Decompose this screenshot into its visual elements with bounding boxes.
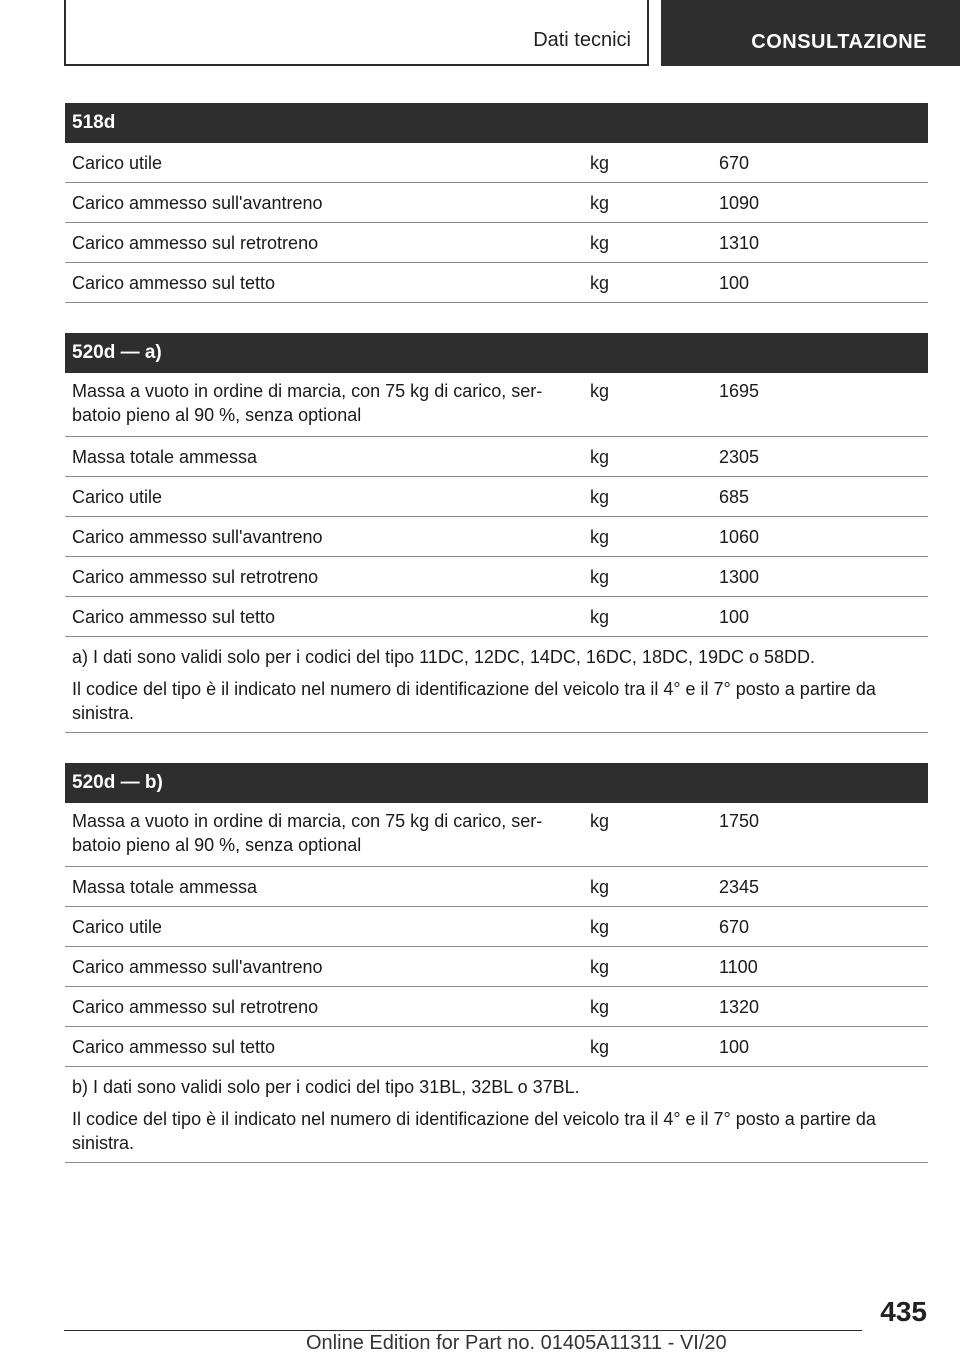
edition-note: Online Edition for Part no. 01405A11311 - VI/20	[306, 1332, 727, 1354]
table-row	[65, 867, 928, 907]
row-value: 2305	[719, 446, 760, 467]
footer-divider	[64, 1330, 862, 1331]
table-row	[65, 597, 928, 637]
footnote-text: b) I dati sono validi solo per i codici del tipo 31BL, 32BL o 37BL.	[72, 1077, 580, 1097]
row-unit: kg	[590, 566, 610, 587]
section-header-box	[64, 0, 649, 66]
table-row	[65, 223, 928, 263]
table-title: 520d — a)	[65, 333, 928, 373]
row-label: Carico ammesso sull'avantreno	[72, 192, 323, 213]
row-unit: kg	[590, 152, 610, 173]
row-label: Carico ammesso sul retrotreno	[72, 232, 319, 253]
table-row	[65, 143, 928, 183]
row-label: Carico ammesso sul retrotreno	[72, 996, 319, 1017]
table-520d-b	[65, 763, 928, 1163]
row-value: 1090	[719, 192, 760, 213]
table-row	[65, 803, 928, 867]
footnote-text: Il codice del tipo è il indicato nel numero di identificazione del veicolo tra il 4° e il 7° posto a partire da sinistra.	[72, 1109, 876, 1153]
row-value: 100	[719, 1036, 750, 1057]
table-footnote	[65, 637, 928, 733]
row-value: 1100	[719, 956, 758, 977]
row-label: Carico ammesso sul tetto	[72, 272, 276, 293]
row-unit: kg	[590, 446, 610, 467]
row-value: 685	[719, 486, 750, 507]
row-unit: kg	[590, 526, 610, 547]
row-unit: kg	[590, 916, 610, 937]
row-value: 670	[719, 152, 750, 173]
row-label: Carico ammesso sull'avantreno	[72, 956, 323, 977]
table-row	[65, 477, 928, 517]
row-unit: kg	[590, 381, 610, 401]
table-row	[65, 907, 928, 947]
row-unit: kg	[590, 1036, 610, 1057]
row-value: 1310	[719, 232, 760, 253]
row-unit: kg	[590, 996, 610, 1017]
table-520d-a	[65, 333, 928, 733]
table-518d	[65, 103, 928, 303]
row-label: Carico ammesso sul tetto	[72, 606, 276, 627]
row-unit: kg	[590, 606, 610, 627]
table-row	[65, 947, 928, 987]
spec-tables	[65, 103, 928, 1193]
row-label: Massa a vuoto in ordine di marcia, con 75 kg di carico, ser-batoio pieno al 90 %, senza optional	[72, 811, 543, 855]
row-label: Carico ammesso sull'avantreno	[72, 526, 323, 547]
table-footnote	[65, 1067, 928, 1163]
row-value: 1750	[719, 811, 760, 831]
row-value: 1320	[719, 996, 760, 1017]
row-value: 1300	[719, 566, 760, 587]
row-unit: kg	[590, 192, 610, 213]
row-value: 2345	[719, 876, 760, 897]
row-value: 670	[719, 916, 750, 937]
row-unit: kg	[590, 486, 610, 507]
row-label: Massa totale ammessa	[72, 446, 258, 467]
footnote-text: Il codice del tipo è il indicato nel numero di identificazione del veicolo tra il 4° e il 7° posto a partire da sinistra.	[72, 679, 876, 723]
row-value: 100	[719, 272, 750, 293]
row-label: Massa totale ammessa	[72, 876, 258, 897]
row-label: Carico ammesso sul tetto	[72, 1036, 276, 1057]
table-row	[65, 517, 928, 557]
table-row	[65, 263, 928, 303]
page-header	[0, 0, 960, 66]
page-number: 435	[880, 1296, 927, 1327]
row-value: 1060	[719, 526, 760, 547]
table-title: 518d	[65, 103, 928, 143]
chapter-title: CONSULTAZIONE	[751, 31, 927, 53]
row-unit: kg	[590, 272, 610, 293]
footnote-text: a) I dati sono validi solo per i codici del tipo 11DC, 12DC, 14DC, 16DC, 18DC, 19DC o 58DD.	[72, 647, 816, 667]
table-row	[65, 987, 928, 1027]
row-label: Carico utile	[72, 916, 163, 937]
row-unit: kg	[590, 876, 610, 897]
row-label: Carico utile	[72, 152, 163, 173]
row-value: 100	[719, 606, 750, 627]
row-unit: kg	[590, 956, 610, 977]
row-label: Carico ammesso sul retrotreno	[72, 566, 319, 587]
section-title: Dati tecnici	[533, 29, 631, 51]
row-label: Carico utile	[72, 486, 163, 507]
table-row	[65, 183, 928, 223]
row-label: Massa a vuoto in ordine di marcia, con 75 kg di carico, ser-batoio pieno al 90 %, senza optional	[72, 381, 543, 425]
table-title: 520d — b)	[65, 763, 928, 803]
row-value: 1695	[719, 381, 760, 401]
table-row	[65, 373, 928, 437]
table-row	[65, 437, 928, 477]
chapter-tab[interactable]	[661, 0, 960, 66]
table-row	[65, 557, 928, 597]
table-row	[65, 1027, 928, 1067]
row-unit: kg	[590, 232, 610, 253]
row-unit: kg	[590, 811, 610, 831]
